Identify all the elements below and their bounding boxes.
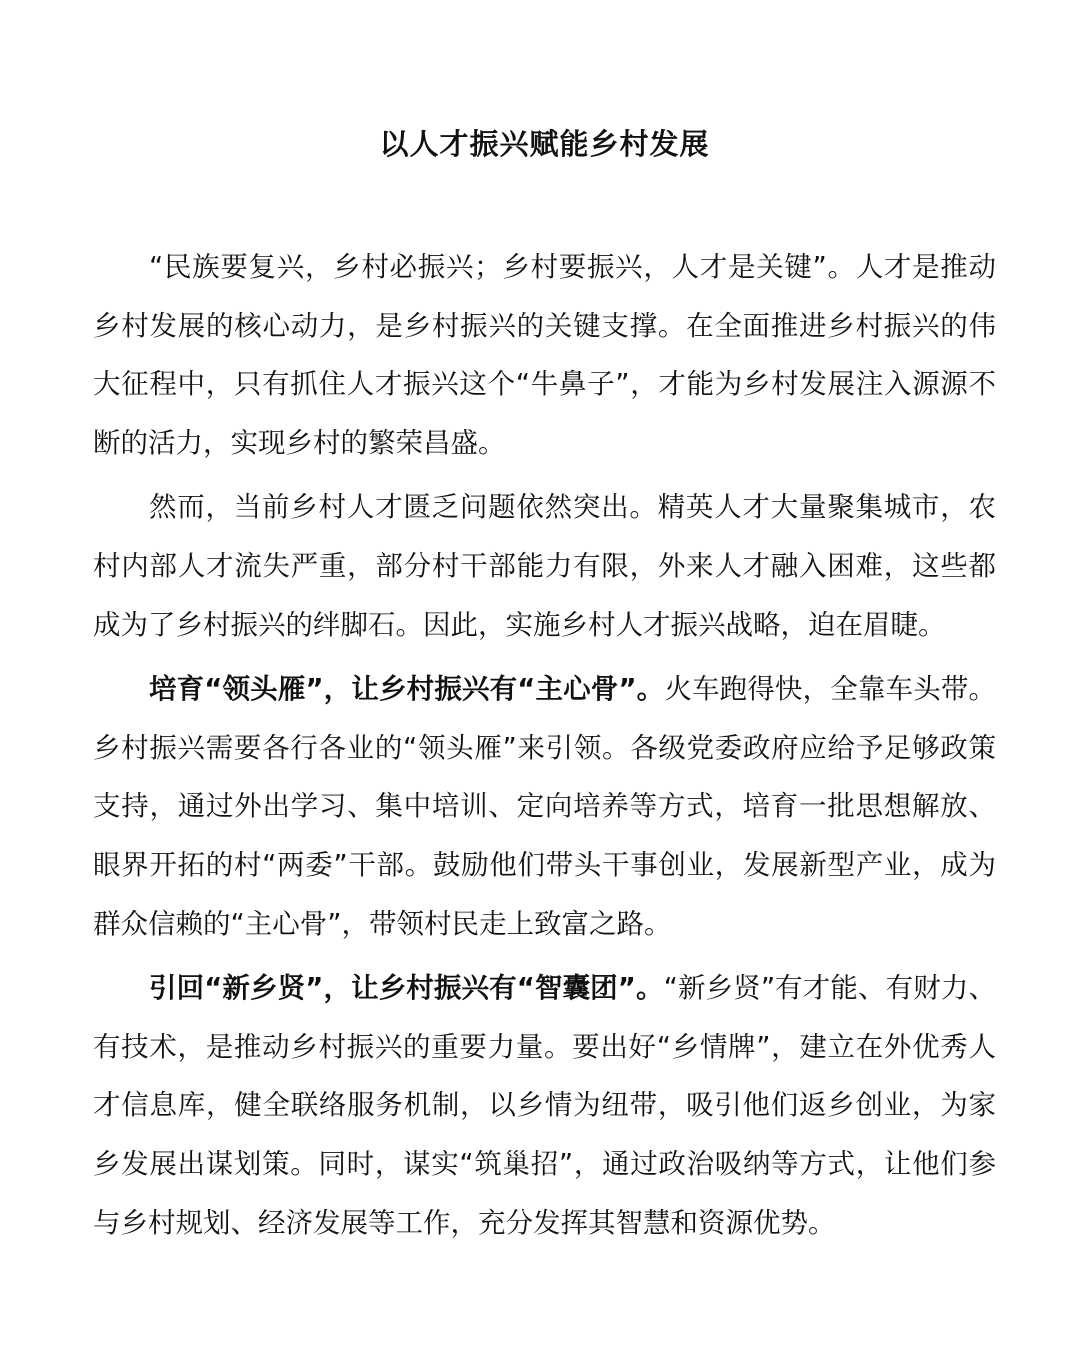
paragraph-text: “民族要复兴，乡村必振兴；乡村要振兴，人才是关键”。人才是推动乡村发展的核心动力，是乡村振兴的关键支撑。在全面推进乡村振兴的伟大征程中，只有抓住人才振兴这个“牛鼻子”，才能为乡村发展注入源源不断的活力，实现乡村的繁荣昌盛。 (93, 251, 996, 459)
paragraph-intro (93, 238, 996, 472)
paragraph-text: “新乡贤”有才能、有财力、有技术，是推动乡村振兴的重要力量。要出好“乡情牌”，建立在外优秀人才信息库，健全联络服务机制，以乡情为纽带，吸引他们返乡创业，为家乡发展出谋划策。同时，谋实“筑巢招”，通过政治吸纳等方式，让他们参与乡村规划、经济发展等工作，充分发挥其智慧和资源优势。 (93, 972, 996, 1239)
paragraph-lead-heading: 培育“领头雁”，让乡村振兴有“主心骨”。 (149, 673, 665, 706)
paragraph-lead-heading: 引回“新乡贤”，让乡村振兴有“智囊团”。 (149, 972, 664, 1005)
paragraph-problem (93, 478, 996, 654)
article-title: 以人才振兴赋能乡村发展 (379, 127, 710, 161)
paragraph-leaders (93, 660, 996, 953)
paragraph-text: 火车跑得快，全靠车头带。乡村振兴需要各行各业的“领头雁”来引领。各级党委政府应给予足够政策支持，通过外出学习、集中培训、定向培养等方式，培育一批思想解放、眼界开拓的村“两委”干部。鼓励他们带头干事创业，发展新型产业，成为群众信赖的“主心骨”，带领村民走上致富之路。 (93, 673, 996, 940)
article-body (93, 238, 996, 1252)
paragraph-text: 然而，当前乡村人才匮乏问题依然突出。精英人才大量聚集城市，农村内部人才流失严重，部分村干部能力有限，外来人才融入困难，这些都成为了乡村振兴的绊脚石。因此，实施乡村人才振兴战略，迫在眉睫。 (93, 491, 996, 641)
paragraph-new-gentry (93, 959, 996, 1252)
